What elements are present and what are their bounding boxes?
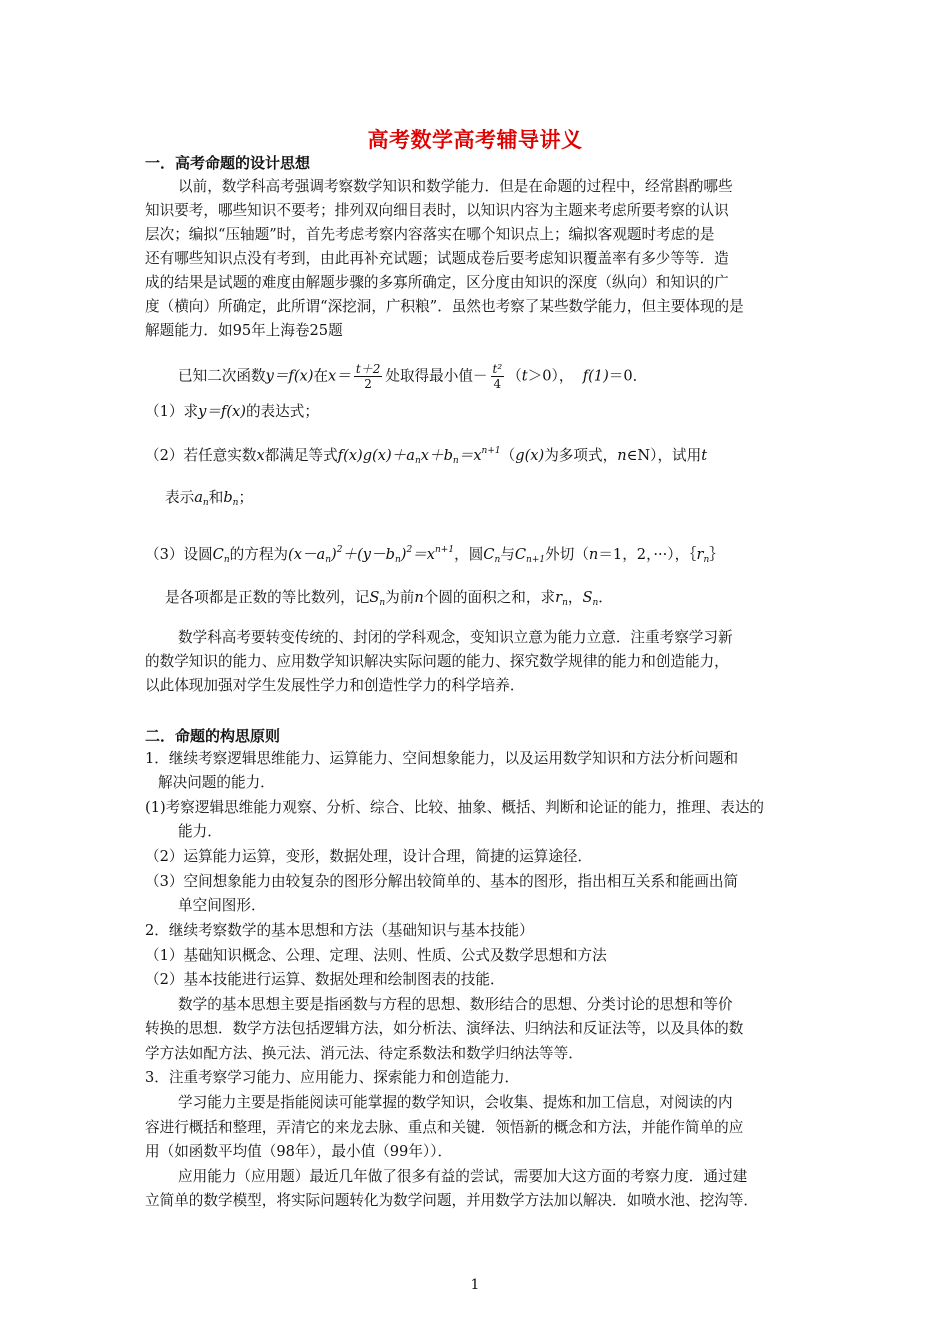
problem-text: （3）设圆 xyxy=(145,546,213,563)
problem-text: 为前 xyxy=(385,589,415,606)
formula: y＝f(x) xyxy=(265,367,314,385)
problem-text: 和 xyxy=(208,489,224,506)
section2-line: 1．继续考察逻辑思维能力、运算能力、空间想象能力，以及运用数学知识和方法分析问题和 xyxy=(145,750,739,767)
problem-text: ＝0． xyxy=(608,367,648,385)
section2-line: 能力． xyxy=(178,823,222,840)
para1-line: 成的结果是试题的难度由解题步骤的多寡所确定，区分度由知识的深度（纵向）和知识的广 xyxy=(145,274,729,291)
problem-text: 的表达式； xyxy=(245,403,319,420)
formula: $C_n$ xyxy=(483,546,501,565)
section2-line: 单空间图形． xyxy=(178,897,266,914)
problem-text: ，圆 xyxy=(454,546,484,563)
para2-line: 数学科高考要转变传统的、封闭的学科观念，变知识立意为能力立意．注重考察学习新 xyxy=(178,629,733,646)
problem-text: （1）求 xyxy=(145,403,199,420)
problem-text: 与 xyxy=(500,546,515,563)
problem-intro xyxy=(178,362,647,391)
problem-q1 xyxy=(145,402,319,422)
problem-text: 都满足等式 xyxy=(264,447,338,464)
problem-text: （2）若任意实数 xyxy=(145,447,257,464)
section2-line: 数学的基本思想主要是指函数与方程的思想、数形结合的思想、分类讨论的思想和等价 xyxy=(178,996,733,1013)
formula: $(x-a_n)^2+(y-b_n)^2=x^{n+1}$ xyxy=(288,545,455,565)
fraction: $\frac{t+2}{2}$ xyxy=(355,362,381,391)
formula: n xyxy=(414,589,424,606)
problem-text: ． xyxy=(598,589,613,606)
formula: $b_n$ xyxy=(223,489,239,508)
section2-line: （3）空间想象能力由较复杂的图形分解出较简单的、基本的图形，指出相互关系和能画出简 xyxy=(145,873,739,890)
para2-line: 以此体现加强对学生发展性学力和创造性学力的科学培养． xyxy=(145,677,525,694)
section2-line: 转换的思想．数学方法包括逻辑方法，如分析法、演绎法、归纳法和反证法等，以及具体的数 xyxy=(145,1020,744,1037)
formula: f(1) xyxy=(582,367,609,385)
problem-text: 为多项式， xyxy=(544,447,618,464)
formula: x＝ xyxy=(328,367,351,385)
problem-text: 外切（ xyxy=(545,546,589,563)
formula: n xyxy=(588,546,599,563)
problem-text: ＞0）， xyxy=(527,367,574,385)
section2-heading: 二．命题的构思原则 xyxy=(145,727,281,745)
para1-line: 层次；编拟“压轴题”时，首先考虑考察内容落实在哪个知识点上；编拟客观题时考虑的是 xyxy=(145,226,715,243)
formula: $r_n$ xyxy=(555,589,568,608)
formula: t xyxy=(521,367,528,385)
fraction: $\frac{\text{t²}}{4}$ xyxy=(492,362,503,391)
section2-line: 立简单的数学模型，将实际问题转化为数学问题，并用数学方法加以解决．如喷水池、挖沟等． xyxy=(145,1192,758,1209)
problem-text: 是各项都是正数的等比数列，记 xyxy=(165,589,370,606)
problem-text: 个圆的面积之和，求 xyxy=(423,589,556,606)
section2-line: 解决问题的能力． xyxy=(158,774,275,791)
problem-text: ＝1，2，···），｛ xyxy=(598,546,697,563)
problem-q3 xyxy=(145,540,724,570)
section2-line: 应用能力（应用题）最近几年做了很多有益的尝试，需要加大这方面的考察力度．通过建 xyxy=(178,1168,748,1185)
para1-line: 知识要考，哪些知识不要考；排列双向细目表时，以知识内容为主题来考虑所要考察的认识 xyxy=(145,202,729,219)
problem-text: （ xyxy=(500,447,516,464)
problem-text: 处取得最小值－ xyxy=(385,367,488,385)
formula: $C_n$ xyxy=(212,546,230,565)
formula: $r_n$ xyxy=(696,546,710,565)
section2-line: 学习能力主要是指能阅读可能掌握的数学知识，会收集、提炼和加工信息，对阅读的内 xyxy=(178,1094,733,1111)
section2-line: 3．注重考察学习能力、应用能力、探索能力和创造能力． xyxy=(145,1069,520,1086)
section2-line: (1)考察逻辑思维能力观察、分析、综合、比较、抽象、概括、判断和论证的能力，推理、表达的 xyxy=(145,799,765,816)
section2-line: （2）运算能力运算，变形，数据处理，设计合理，简捷的运算途径． xyxy=(145,848,593,865)
problem-q3-line2 xyxy=(165,588,613,613)
problem-text: （ xyxy=(507,367,522,385)
problem-q2 xyxy=(145,441,707,471)
problem-text: ｝ xyxy=(709,546,724,563)
para1-line: 以前，数学科高考强调考察数学知识和数学能力．但是在命题的过程中，经常斟酌哪些 xyxy=(178,178,733,195)
section2-line: 2．继续考察数学的基本思想和方法（基础知识与基本技能） xyxy=(145,922,534,939)
para1-line: 度（横向）所确定，此所谓“深挖洞，广积粮”．虽然也考察了某些数学能力，但主要体现的是 xyxy=(145,298,744,315)
section2-line: 用（如函数平均值（98年），最小值（99年））． xyxy=(145,1143,453,1160)
problem-text: 表示 xyxy=(165,489,195,506)
problem-q2-line2 xyxy=(165,488,253,513)
formula: $f(x)g(x)+a_nx+b_n=x^{n+1}$ xyxy=(337,446,501,466)
section2-line: （1）基础知识概念、公理、定理、法则、性质、公式及数学思想和方法 xyxy=(145,947,607,964)
formula: y＝f(x) xyxy=(198,403,246,420)
problem-text: ∈N），试用 xyxy=(626,447,702,464)
problem-text: ， xyxy=(567,589,583,606)
problem-text: ； xyxy=(238,489,254,506)
para2-line: 的数学知识的能力、应用数学知识解决实际问题的能力、探究数学规律的能力和创造能力， xyxy=(145,653,729,670)
formula: x xyxy=(256,447,265,464)
problem-text: 的方程为 xyxy=(229,546,289,563)
problem-text: 已知二次函数 xyxy=(178,367,266,385)
formula: n xyxy=(617,447,627,464)
formula: $S_n$ xyxy=(369,589,386,608)
problem-text: 在 xyxy=(313,367,329,385)
para1-line: 还有哪些知识点没有考到，由此再补充试题；试题成卷后要考虑知识覆盖率有多少等等．造 xyxy=(145,250,729,267)
page-title: 高考数学高考辅导讲义 xyxy=(367,128,583,152)
section2-line: 学方法如配方法、换元法、消元法、待定系数法和数学归纳法等等． xyxy=(145,1045,583,1062)
page-number: 1 xyxy=(470,1277,480,1293)
formula: $C_{n+1}$ xyxy=(514,546,546,565)
formula: t xyxy=(701,447,708,464)
formula: $S_n$ xyxy=(582,589,599,608)
section2-line: 容进行概括和整理，弄清它的来龙去脉、重点和关键．领悟新的概念和方法，并能作简单的应 xyxy=(145,1119,744,1136)
formula: $a_n$ xyxy=(194,489,209,508)
section2-line: （2）基本技能进行运算、数据处理和绘制图表的技能． xyxy=(145,971,505,988)
section1-heading: 一．高考命题的设计思想 xyxy=(145,154,311,172)
para1-line: 解题能力．如95年上海卷25题 xyxy=(145,322,343,339)
formula: g(x) xyxy=(515,447,545,464)
